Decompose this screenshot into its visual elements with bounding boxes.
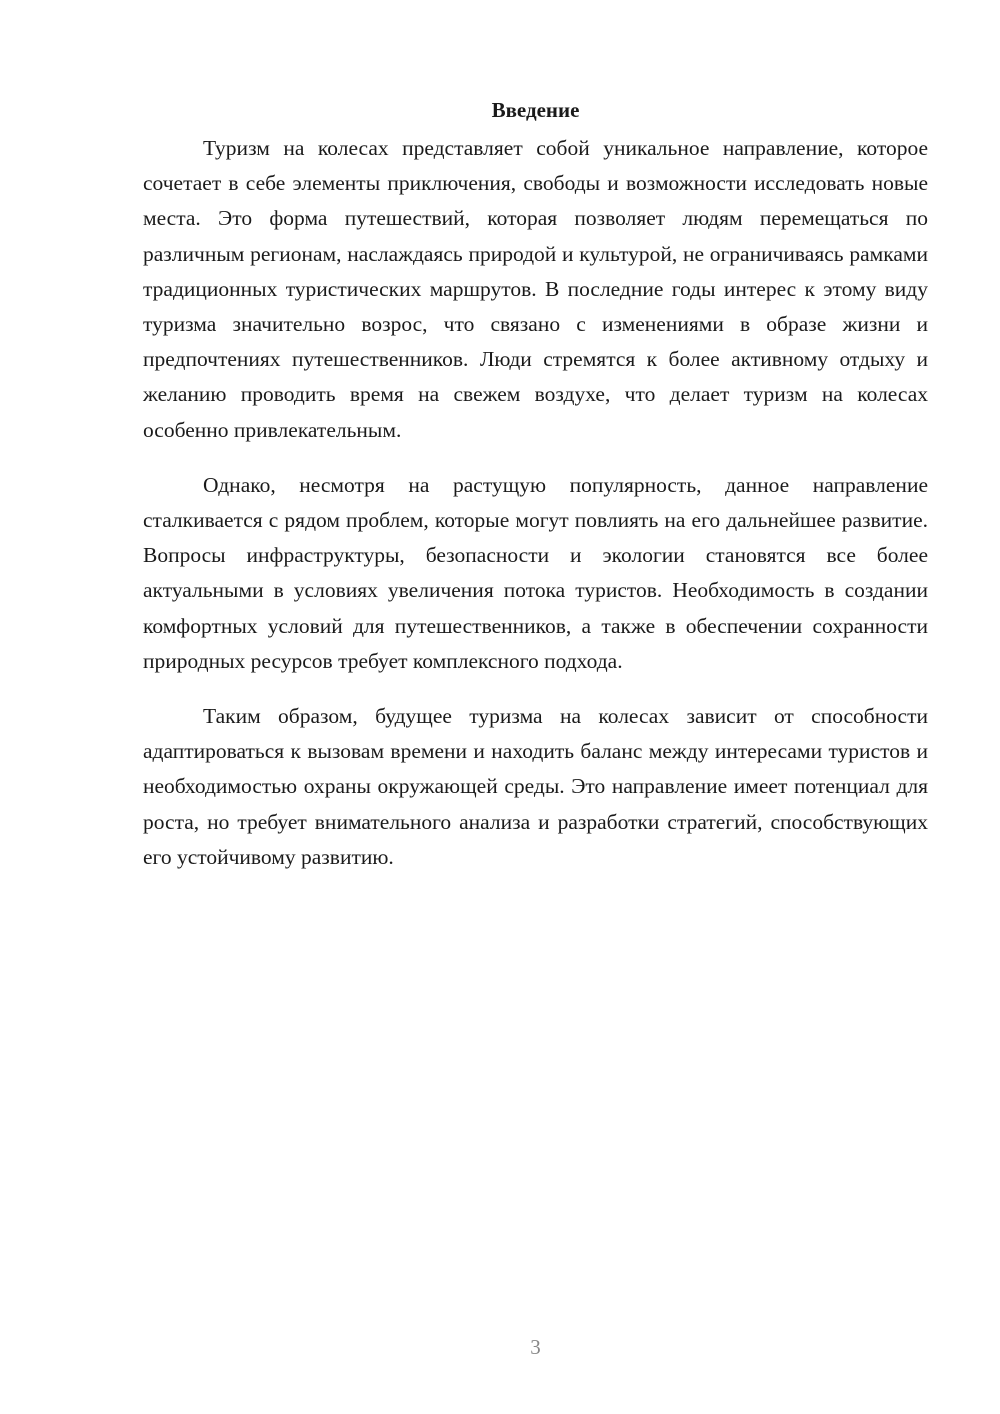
section-heading: Введение [491, 98, 580, 122]
document-body [143, 92, 928, 895]
paragraph-1: Туризм на колесах представляет собой уникальное направление, которое сочетает в себе элементы приключения, свободы и возможности исследовать новые места. Это форма путешествий, которая позволяет людям перемещаться по различным регионам, наслаждаясь природой и культурой, не ограничиваясь рамками традиционных туристических маршрутов. В последние годы интерес к этому виду туризма значительно возрос, что связано с изменениями в образе жизни и предпочтениях путешественников. Люди стремятся к более активному отдыху и желанию проводить время на свежем воздухе, что делает туризм на колесах особенно привлекательным. [143, 136, 928, 442]
paragraph-3: Таким образом, будущее туризма на колесах зависит от способности адаптироваться к вызовам времени и находить баланс между интересами туристов и необходимостью охраны окружающей среды. Это направление имеет потенциал для роста, но требует внимательного анализа и разработки стратегий, способствующих его устойчивому развитию. [143, 704, 928, 869]
paragraph-2: Однако, несмотря на растущую популярность, данное направление сталкивается с рядом проблем, которые могут повлиять на его дальнейшее развитие. Вопросы инфраструктуры, безопасности и экологии становятся все более актуальными в условиях увеличения потока туристов. Необходимость в создании комфортных условий для путешественников, а также в обеспечении сохранности природных ресурсов требует комплексного подхода. [143, 472, 928, 673]
page-number: 3 [530, 1335, 541, 1359]
